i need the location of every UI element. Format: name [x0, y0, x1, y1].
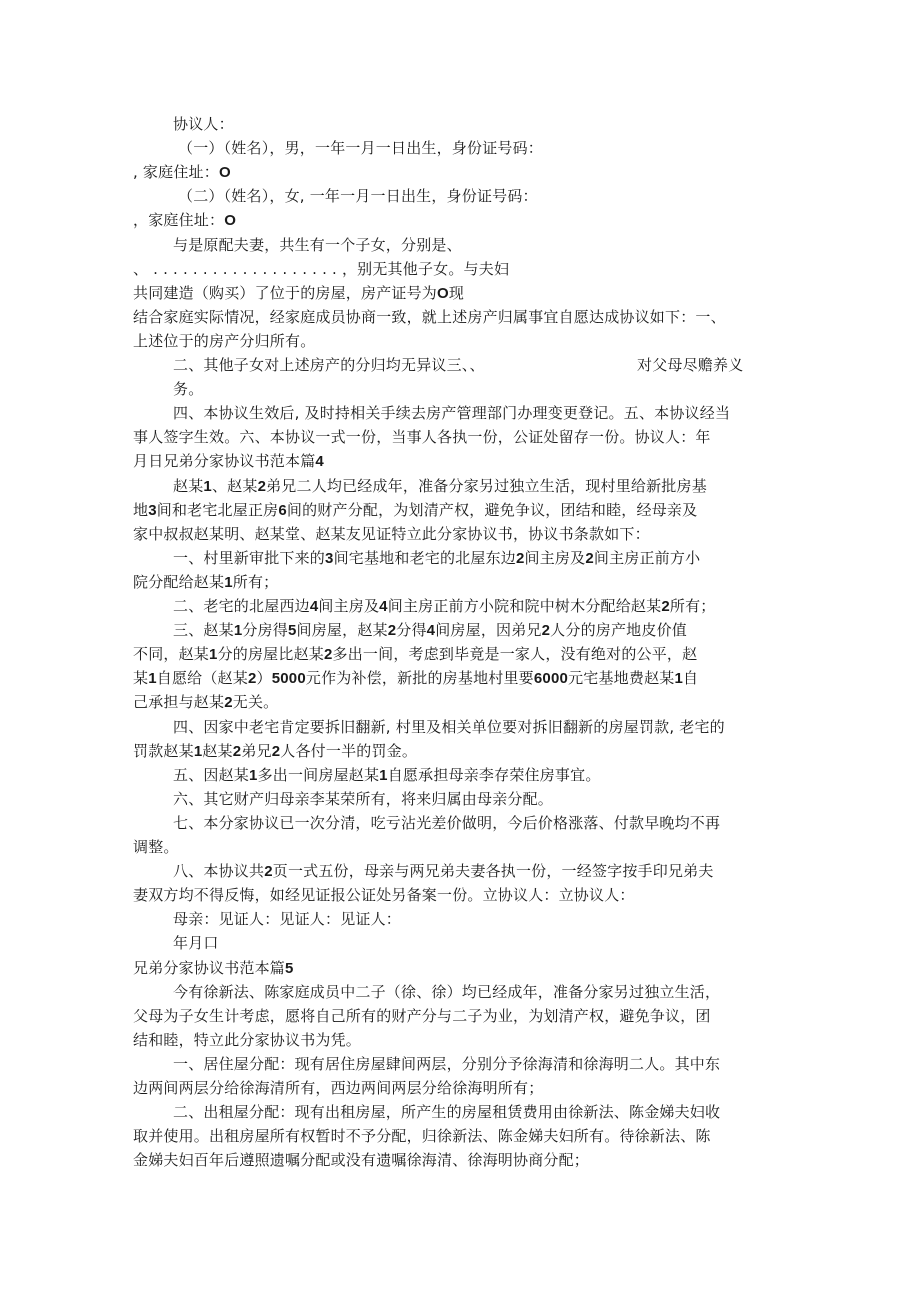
text-line: 兄弟分家协议书范本篇5 — [133, 959, 294, 977]
text-line: 三、赵某1分房得5间房屋，赵某2分得4间房屋，因弟兄2人分的房产地皮价值 — [173, 621, 687, 639]
text-line: 八、本协议共2页一式五份，母亲与两兄弟夫妻各执一份，一经签字按手印兄弟夫 — [173, 862, 714, 880]
text-line: 地3间和老宅北屋正房6间的财产分配，为划清产权，避免争议，团结和睦，经母亲及 — [133, 501, 698, 519]
text-line: 结合家庭实际情况，经家庭成员协商一致，就上述房产归属事宜自愿达成协议如下：一、 — [133, 308, 726, 326]
text-line: 一、村里新审批下来的3间宅基地和老宅的北屋东边2间主房及2间主房正前方小 — [173, 549, 701, 567]
text-line: 不同，赵某1分的房屋比赵某2多出一间，考虑到毕竟是一家人，没有绝对的公平，赵 — [133, 645, 698, 663]
text-line: 赵某1、赵某2弟兄二人均已经成年，准备分家另过独立生活，现村里给新批房基 — [173, 477, 707, 495]
text-line: 四、本协议生效后, 及时持相关手续去房产管理部门办理变更登记。五、本协议经当 — [173, 404, 731, 422]
text-line: 上述位于的房产分归所有。 — [133, 332, 316, 350]
text-line: 与是原配夫妻，共生有一个子女，分别是、 — [173, 236, 462, 254]
text-line: 调整。 — [133, 838, 179, 856]
text-line: 年月口 — [173, 934, 219, 952]
text-line: 二、老宅的北屋西边4间主房及4间主房正前方小院和院中树木分配给赵某2所有； — [173, 597, 716, 615]
text-line: 协议人： — [173, 115, 234, 133]
text-line: 四、因家中老宅肯定要拆旧翻新, 村里及相关单位要对拆旧翻新的房屋罚款, 老宅的 — [173, 718, 725, 736]
text-line: （二）（姓名），女, 一年一月一日出生，身份证号码： — [178, 187, 538, 205]
text-line: 妻双方均不得反悔，如经见证报公证处另备案一份。立协议人：立协议人： — [133, 886, 635, 904]
text-line: 母亲：见证人：见证人：见证人： — [173, 910, 402, 928]
text-line: 金娣夫妇百年后遵照遗嘱分配或没有遗嘱徐海清、徐海明协商分配； — [133, 1151, 590, 1169]
text-line: 结和睦，特立此分家协议书为凭。 — [133, 1031, 362, 1049]
text-line: 己承担与赵某2无关。 — [133, 693, 279, 711]
text-line: 二、其他子女对上述房产的分归均无异议三、、 — [173, 356, 485, 374]
text-line: 某1自愿给（赵某2）5000元作为补偿，新批的房基地村里要6000元宅基地费赵某1自 — [133, 669, 699, 687]
text-line: 取并使用。出租房屋所有权暂时不予分配，归徐新法、陈金娣夫妇所有。待徐新法、陈 — [133, 1127, 711, 1145]
text-line: 共同建造（购买）了位于的房屋，房产证号为O现 — [133, 284, 465, 302]
text-line: （一）（姓名），男，一年一月一日出生，身份证号码： — [178, 139, 544, 157]
text-line: 事人签字生效。六、本协议一式一份，当事人各执一份，公证处留存一份。协议人：年 — [133, 428, 711, 446]
text-line: 月日兄弟分家协议书范本篇4 — [133, 452, 324, 470]
text-line: 今有徐新法、陈家庭成员中二子（徐、徐）均已经成年，准备分家另过独立生活， — [173, 983, 721, 1001]
text-line: 五、因赵某1多出一间房屋赵某1自愿承担母亲李存荣住房事宜。 — [173, 766, 601, 784]
text-line: 六、其它财产归母亲李某荣所有，将来归属由母亲分配。 — [173, 790, 554, 808]
text-line: ，家庭住址：O — [133, 211, 237, 229]
text-line: 二、出租屋分配：现有出租房屋，所产生的房屋租赁费用由徐新法、陈金娣夫妇收 — [173, 1103, 721, 1121]
text-line: 、 . . . . . . . . . . . . . . . . . . . ，别无其他子女。与夫妇 — [133, 260, 510, 278]
text-line: 院分配给赵某1所有； — [133, 573, 279, 591]
text-line: 七、本分家协议已一次分清，吃亏沾光差价做明，今后价格涨落、付款早晚均不再 — [173, 814, 721, 832]
text-line: 父母为子女生计考虑，愿将自己所有的财产分与二子为业，为划清产权，避免争议，团 — [133, 1007, 711, 1025]
text-line: 边两间两层分给徐海清所有，西边两间两层分给徐海明所有； — [133, 1079, 544, 1097]
text-line: 家中叔叔赵某明、赵某堂、赵某友见证特立此分家协议书，协议书条款如下： — [133, 525, 650, 543]
text-line: 务。 — [173, 380, 204, 398]
text-line: , 家庭住址：O — [133, 163, 231, 181]
text-line: 对父母尽赡养义 — [637, 356, 744, 374]
text-line: 一、居住屋分配：现有居住房屋肆间两层，分别分予徐海清和徐海明二人。其中东 — [173, 1055, 721, 1073]
text-line: 罚款赵某1赵某2弟兄2人各付一半的罚金。 — [133, 742, 418, 760]
